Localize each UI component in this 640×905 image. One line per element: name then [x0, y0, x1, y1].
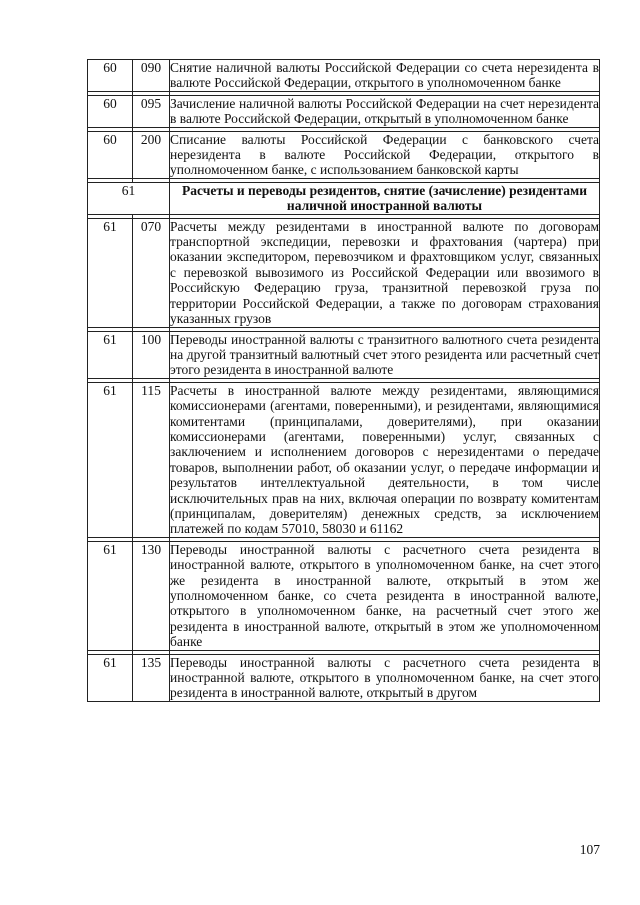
- document-page: [87, 59, 599, 702]
- operation-codes-table: [87, 59, 600, 702]
- operation-code-cell: 095: [133, 95, 170, 127]
- group-code-cell: 61: [88, 654, 133, 701]
- group-code-cell: 61: [88, 218, 133, 327]
- group-code-cell: 61: [88, 331, 133, 378]
- operation-description-cell: Списание валюты Российской Федерации с банковского счета нерезидента в валюте Российской Федерации, открытого в уполномоченном банке, с использованием банковской карты: [170, 131, 599, 178]
- operation-code-cell: 135: [133, 654, 170, 701]
- operation-description-cell: Переводы иностранной валюты с расчетного счета резидента в иностранной валюте, открытого в уполномоченном банке, на счет этого же резидента в иностранной валюте, открытый в этом же уполномоченном банке, со счета резидента в иностранной валюте, открытого в уполномоченном банке, на расчетный счет этого же резидента в иностранной валюте, открытый в этом же уполномоченном банке: [170, 541, 599, 650]
- section-group-code: 61: [88, 182, 170, 214]
- operation-code-cell: 200: [133, 131, 170, 178]
- operation-code-cell: 070: [133, 218, 170, 327]
- group-code-cell: 61: [88, 541, 133, 650]
- section-title: Расчеты и переводы резидентов, снятие (зачисление) резидентами наличной иностранной валюты: [170, 182, 600, 214]
- table-row: [88, 95, 600, 127]
- operation-code-cell: 100: [133, 331, 170, 378]
- operation-code-cell: 090: [133, 60, 170, 92]
- operation-description-cell: Переводы иностранной валюты с транзитного валютного счета резидента на другой транзитный валютный счет этого резидента или расчетный счет этого резидента в иностранной валюте: [170, 331, 599, 378]
- group-code-cell: 60: [88, 131, 133, 178]
- table-row: [88, 131, 600, 178]
- operation-code-cell: 130: [133, 541, 170, 650]
- table-row: [88, 541, 600, 650]
- group-code-cell: 60: [88, 60, 133, 92]
- table-row: [88, 654, 600, 701]
- operation-description-cell: Снятие наличной валюты Российской Федерации со счета нерезидента в валюте Российской Федерации, открытого в уполномоченном банке: [170, 60, 599, 91]
- table-row: [88, 218, 600, 327]
- operation-description-cell: Расчеты в иностранной валюте между резидентами, являющимися комиссионерами (агентами, поверенными), и резидентами, являющимися комитентами (принципалами, доверителями), при оказании комиссионерами (агентами, поверенными) услуг, связанных с заключением и исполнением договоров с нерезидентами о передаче товаров, выполнении работ, об оказании услуг, о передаче информации и результатов интеллектуальной деятельности, в том числе исключительных прав на них, включая операции по возврату комитентам (принципалам, доверителям) денежных средств, за исключением платежей по кодам 57010, 58030 и 61162: [170, 382, 599, 537]
- operation-description-cell: Расчеты между резидентами в иностранной валюте по договорам транспортной экспедиции, перевозки и фрахтования (чартера) при оказании экспедитором, перевозчиком и фрахтовщиком услуг, связанных с перевозкой вывозимого из Российской Федерации или ввозимого в Российскую Федерацию груза, транзитной перевозкой груза по территории Российской Федерации, а также по договорам страхования указанных грузов: [170, 218, 599, 327]
- page-number: 107: [579, 842, 600, 857]
- section-header-row: [88, 182, 600, 214]
- group-code-cell: 61: [88, 382, 133, 537]
- table-row: [88, 60, 600, 92]
- operation-description-cell: Переводы иностранной валюты с расчетного счета резидента в иностранной валюте, открытого в уполномоченном банке, на счет этого резидента в иностранной валюте, открытый в другом: [170, 654, 599, 701]
- operation-code-cell: 115: [133, 382, 170, 537]
- group-code-cell: 60: [88, 95, 133, 127]
- table-row: [88, 382, 600, 537]
- table-row: [88, 331, 600, 378]
- operation-description-cell: Зачисление наличной валюты Российской Федерации на счет нерезидента в валюте Российской Федерации, открытый в уполномоченном банке: [170, 95, 599, 127]
